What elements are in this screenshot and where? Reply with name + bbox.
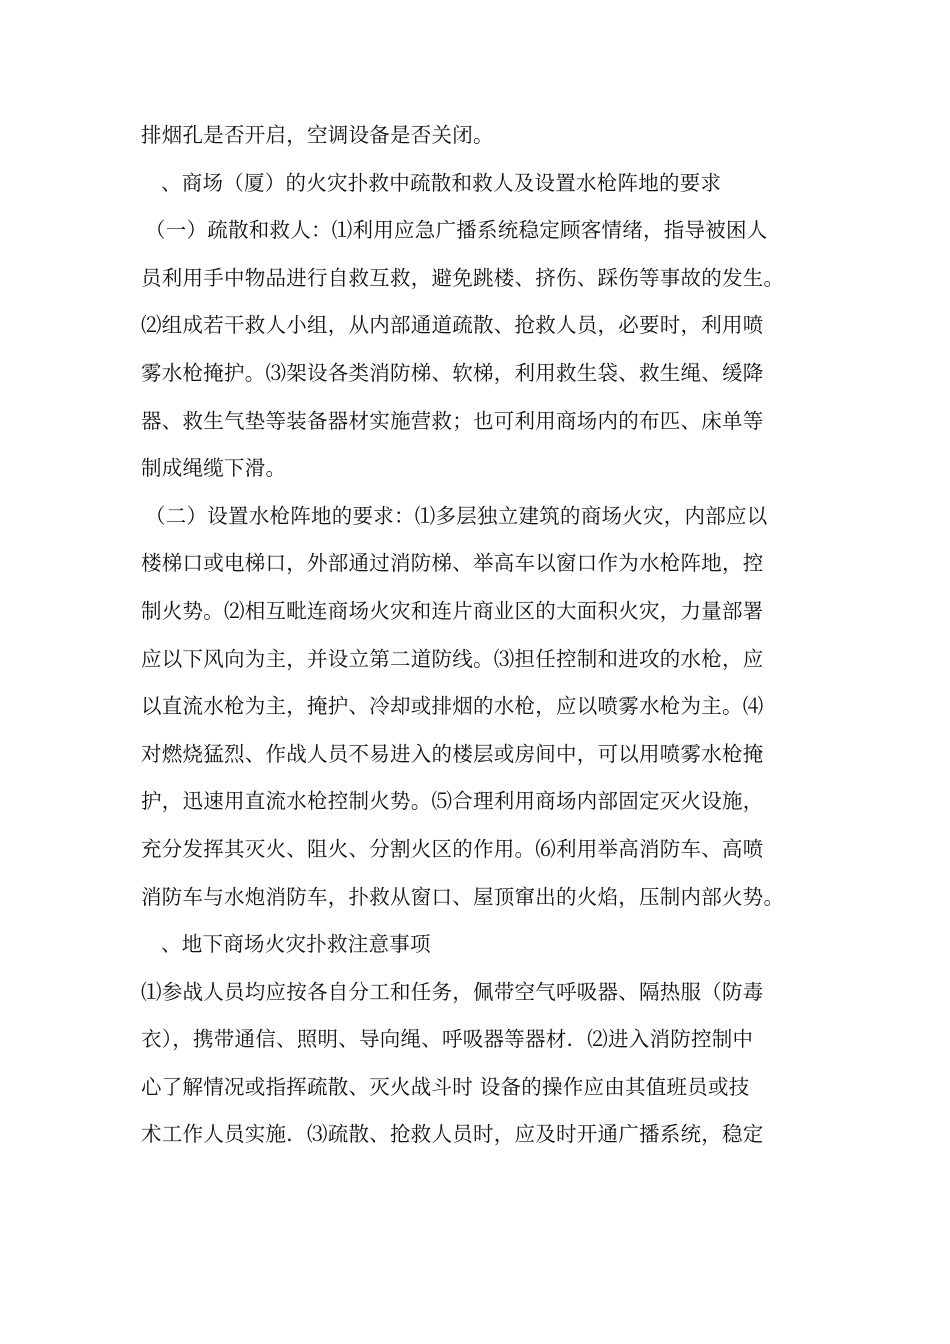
- text-line-17: 消防车与水炮消防车，扑救从窗口、屋顶窜出的火焰，压制内部火势。: [141, 884, 785, 909]
- text-line-14: 对燃烧猛烈、作战人员不易进入的楼层或房间中，可以用喷雾水枪掩: [141, 741, 764, 766]
- text-line-22: 术工作人员实施．⑶疏散、抢救人员时，应及时开通广播系统，稳定: [141, 1122, 764, 1147]
- text-line-13: 以直流水枪为主，掩护、冷却或排烟的水枪，应以喷雾水枪为主。⑷: [141, 694, 764, 719]
- text-line-15: 护，迅速用直流水枪控制火势。⑸合理利用商场内部固定灭火设施，: [141, 789, 764, 814]
- text-line-20: 衣），携带通信、照明、导向绳、呼吸器等器材．⑵进入消防控制中: [141, 1027, 754, 1052]
- text-line-1: 排烟孔是否开启，空调设备是否关闭。: [141, 123, 494, 147]
- section-heading-mall-fire-rescue: 、商场（厦）的火灾扑救中疏散和救人及设置水枪阵地的要求: [161, 170, 722, 195]
- text-line-8: 制成绳缆下滑。: [141, 456, 287, 481]
- text-line-4: 员利用手中物品进行自救互救，避免跳楼、挤伤、踩伤等事故的发生。: [141, 265, 785, 290]
- text-line-12: 应以下风向为主，并设立第二道防线。⑶担任控制和进攻的水枪，应: [141, 646, 764, 671]
- text-line-9: （二）设置水枪阵地的要求：⑴多层独立建筑的商场火灾，内部应以: [145, 503, 768, 528]
- text-line-10: 楼梯口或电梯口，外部通过消防梯、举高车以窗口作为水枪阵地，控: [141, 551, 764, 576]
- text-line-7: 器、救生气垫等装备器材实施营救；也可利用商场内的布匹、床单等: [141, 408, 764, 433]
- text-line-6: 雾水枪掩护。⑶架设各类消防梯、软梯，利用救生袋、救生绳、缓降: [141, 360, 764, 385]
- text-line-19: ⑴参战人员均应按各自分工和任务，佩带空气呼吸器、隔热服（防毒: [141, 979, 764, 1004]
- section-heading-underground-mall: 、地下商场火灾扑救注意事项: [161, 932, 431, 957]
- text-line-3: （一）疏散和救人：⑴利用应急广播系统稳定顾客情绪，指导被困人: [145, 218, 768, 243]
- document-body: [141, 112, 816, 1159]
- text-line-16: 充分发挥其灭火、阻火、分割火区的作用。⑹利用举高消防车、高喷: [141, 836, 764, 861]
- text-line-21: 心了解情况或指挥疏散、灭火战斗时 设备的操作应由其值班员或技: [141, 1074, 750, 1099]
- text-line-11: 制火势。⑵相互毗连商场火灾和连片商业区的大面积火灾，力量部署: [141, 598, 764, 623]
- text-line-5: ⑵组成若干救人小组，从内部通道疏散、抢救人员，必要时，利用喷: [141, 313, 764, 338]
